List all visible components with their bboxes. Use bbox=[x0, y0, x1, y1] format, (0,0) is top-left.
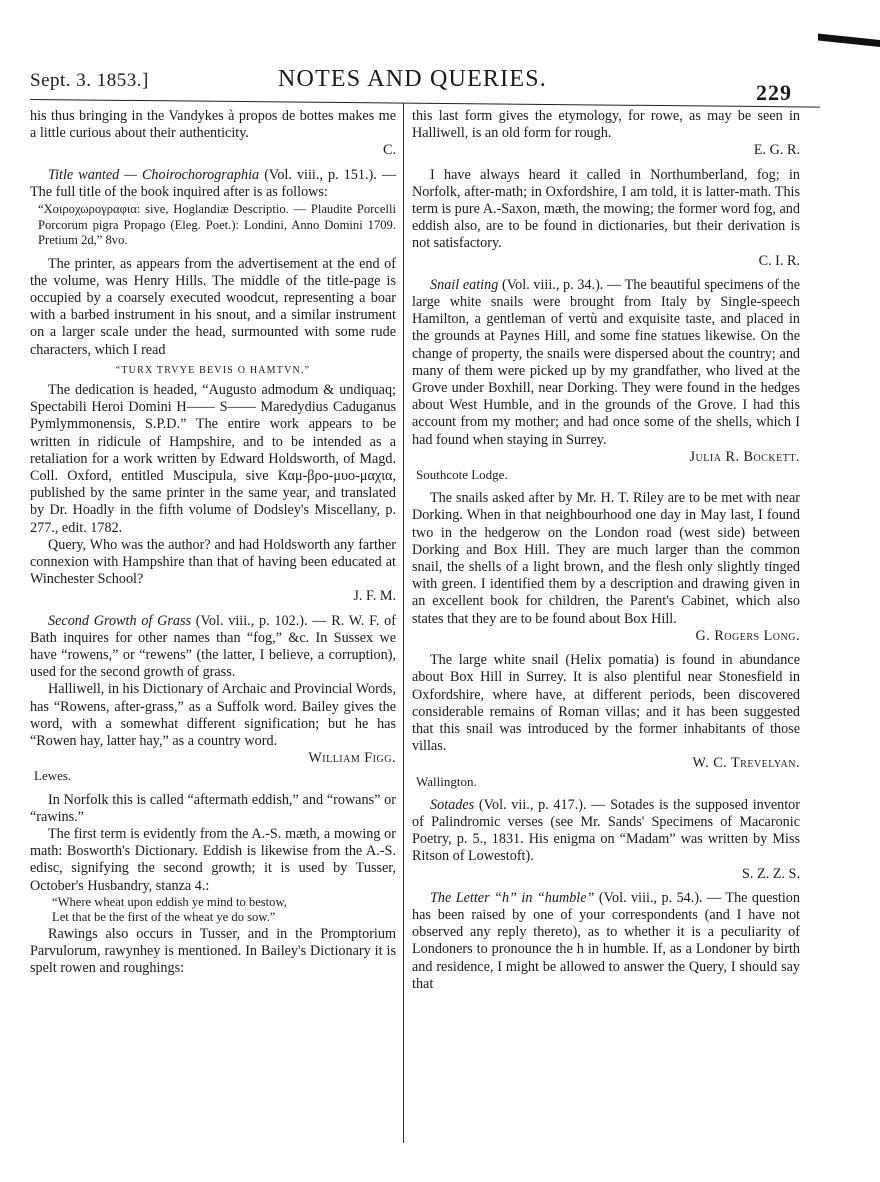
left-paragraph-query: Query, Who was the author? and had Holdsworth any farther connexion with Hampshire than that of having been educated at Winchester School? bbox=[30, 536, 396, 588]
right-paragraph-northumberland: I have always heard it called in Northumberland, fog; in Norfolk, after-math; in Oxfordshire, I am told, it is latter-math. This term is pure A.-Saxon, mæth, the mowing; the former word fog, and eddish also, are to be found in dictionaries, but their derivation is not satisfactory. bbox=[412, 166, 800, 252]
query-title-wanted bbox=[30, 167, 396, 201]
signature-julia-bockett: Julia R. Bockett. bbox=[689, 448, 800, 465]
place-southcote-lodge: Southcote Lodge. bbox=[416, 467, 508, 483]
query-body: (Vol. vii., p. 417.). — Sotades is the supposed inventor of Palindromic verses (see Mr. Sands' Specimens of Macaronic Poetry, p. 5., 1831. His enigma on “Madam” was written by Miss Ritson of Lowestoft). bbox=[412, 796, 800, 865]
column-divider bbox=[403, 103, 404, 1143]
query-heading: Second Growth of Grass bbox=[48, 612, 192, 629]
verse-line-1: “Where wheat upon eddish ye mind to bestow, bbox=[52, 894, 287, 909]
query-body: (Vol. viii., p. 102.). — R. W. F. of Bath inquires for other names than “fog,” &c. In Sussex we have “rowens,” or “rewens” (the latter, I believe, a corruption), used for the second growth of grass. bbox=[30, 612, 397, 681]
right-paragraph-dorking-snails: The snails asked after by Mr. H. T. Riley are to be met with near Dorking. When in that neighbourhood one day in May last, I found two in the hedgerow on the London road (west side) between Dorking and Box Hill. They are much larger than the common snail, the shells of a light brown, and the flesh only slightly tinged with green. I identified them by a description and drawing given in an excellent book for children, the Parent's Cabinet, which also states that they are to be found about Box Hill. bbox=[412, 490, 800, 627]
left-paragraph-rawings: Rawings also occurs in Tusser, and in the Promptorium Parvulorum, rawynhey is mentioned. In Bailey's Dictionary it is spelt rowen and roughings: bbox=[30, 925, 396, 977]
signature-jfm: J. F. M. bbox=[353, 588, 396, 605]
signature-szzs: S. Z. Z. S. bbox=[742, 865, 800, 882]
query-heading: Sotades bbox=[430, 796, 475, 813]
issue-date: Sept. 3. 1853.] bbox=[30, 70, 149, 91]
header-rule bbox=[30, 99, 820, 108]
query-body: (Vol. viii., p. 151.). — The full title of the book inquired after is as follows: bbox=[30, 166, 397, 200]
query-sotades bbox=[412, 797, 800, 866]
signature-egr: E. G. R. bbox=[753, 142, 800, 159]
left-paragraph-printer: The printer, as appears from the advertisement at the end of the volume, was Henry Hills. The middle of the title-page is occupied by a coarsely executed woodcut, representing a boar with a barbed instrument in his snout, and a similar instrument on a larger scale under the head, surmounted with some rude characters, which I read bbox=[30, 255, 396, 358]
query-heading: Title wanted — Choirochorographia bbox=[48, 166, 260, 183]
query-letter-h bbox=[412, 890, 800, 993]
query-body: (Vol. viii., p. 54.). — The question has been raised by one of your correspondents (and I have not observed any reply thereto), as to whether it is a peculiarity of Londoners to pronounce the h in humble. If, as a Londoner by birth and residence, I might be allowed to answer the Query, I should say that bbox=[412, 889, 800, 992]
signature-cir: C. I. R. bbox=[758, 252, 800, 269]
book-title-quote: “Χοιροχωρογραφια: sive, Hoglandiæ Descriptio. — Plaudite Porcelli Porcorum pigra Propago (Eleg. Poet.): Londini, Anno Domini 1709. Pretium 2d,” 8vo. bbox=[38, 202, 396, 248]
signature-william-figg: William Figg. bbox=[308, 750, 396, 767]
place-wallington: Wallington. bbox=[416, 773, 477, 789]
left-paragraph-1: his thus bringing in the Vandykes à propos de bottes makes me a little curious about their authenticity. bbox=[30, 108, 396, 142]
right-paragraph-1: this last form gives the etymology, for rowe, as may be seen in Halliwell, is an old form for rough. bbox=[412, 108, 800, 142]
woodcut-inscription: “TURX TRVYE BEVIS O HAMTVN.” bbox=[115, 364, 311, 376]
right-column bbox=[412, 108, 800, 993]
page-corner-mark bbox=[818, 33, 880, 63]
left-paragraph-etymology: The first term is evidently from the A.-S. mæth, a mowing or math: Bosworth's Dictionary. Eddish is likewise from the A.-S. edisc, signifying the second growth; it is used by Tusser, October's Husbandry, stanza 4.: bbox=[30, 826, 396, 894]
query-heading: Snail eating bbox=[430, 276, 499, 293]
signature-rogers-long: G. Rogers Long. bbox=[695, 627, 800, 644]
page-number: 229 bbox=[756, 80, 792, 105]
query-second-growth bbox=[30, 613, 396, 682]
verse-line-2: Let that be the first of the wheat ye do sow.” bbox=[52, 910, 276, 925]
right-paragraph-helix: The large white snail (Helix pomatia) is found in abundance about Box Hill in Surrey. It is also plentiful near Stonesfield in Oxfordshire, where have, at different periods, been discovered considerable remains of Roman villas; and it has been suggested that this snail was introduced by the former inhabitants of those villas. bbox=[412, 652, 800, 755]
left-column bbox=[30, 108, 396, 977]
query-body: (Vol. viii., p. 34.). — The beautiful specimens of the large white snails were brought from Italy by Single-speech Hamilton, a gentleman of vertù and exquisite taste, and placed in the grounds at Paynes Hill, and some fine statues likewise. On the change of property, the snails were dispersed about the country; and many of them were picked up by my grandfather, who lived at the Grove under Boxhill, near Dorking. They were found in the hedges about West Humble, and in the grounds of the Grove. I had this account from my mother; and had once some of the shells, which I had found when staying in Surrey. bbox=[412, 276, 800, 448]
query-snail-eating bbox=[412, 277, 800, 449]
signature-c: C. bbox=[382, 142, 396, 159]
query-heading: The Letter “h” in “humble” bbox=[430, 889, 595, 906]
left-paragraph-halliwell: Halliwell, in his Dictionary of Archaic and Provincial Words, has “Rowens, after-grass,” as a Suffolk word. Bailey gives the word, with a somewhat different signification; but he has “Rowen hay, latter hay,” as a country word. bbox=[30, 681, 396, 749]
place-lewes: Lewes. bbox=[34, 768, 72, 784]
journal-title: NOTES AND QUERIES. bbox=[278, 66, 547, 92]
signature-trevelyan: W. C. Trevelyan. bbox=[692, 755, 800, 772]
left-paragraph-dedication: The dedication is headed, “Augusto admodum & undiquaq; Spectabili Heroi Domini H—— S—— Maredydius Caduganus Pymlymmonensis, S.P.D.” The entire work appears to be written in ridicule of Hampshire, and to be intended as a retaliation for a work written by Edward Holdsworth, of Magd. Coll. Oxford, entitled Muscipula, sive Καμ-βρο-μυο-μαχια, published by the same printer in the same year, and translated by Dr. Hoadly in the fifth volume of Dodsley's Miscellany, p. 277., edit. 1782. bbox=[30, 381, 396, 536]
left-paragraph-norfolk: In Norfolk this is called “aftermath eddish,” and “rowans” or “rawins.” bbox=[30, 791, 396, 825]
